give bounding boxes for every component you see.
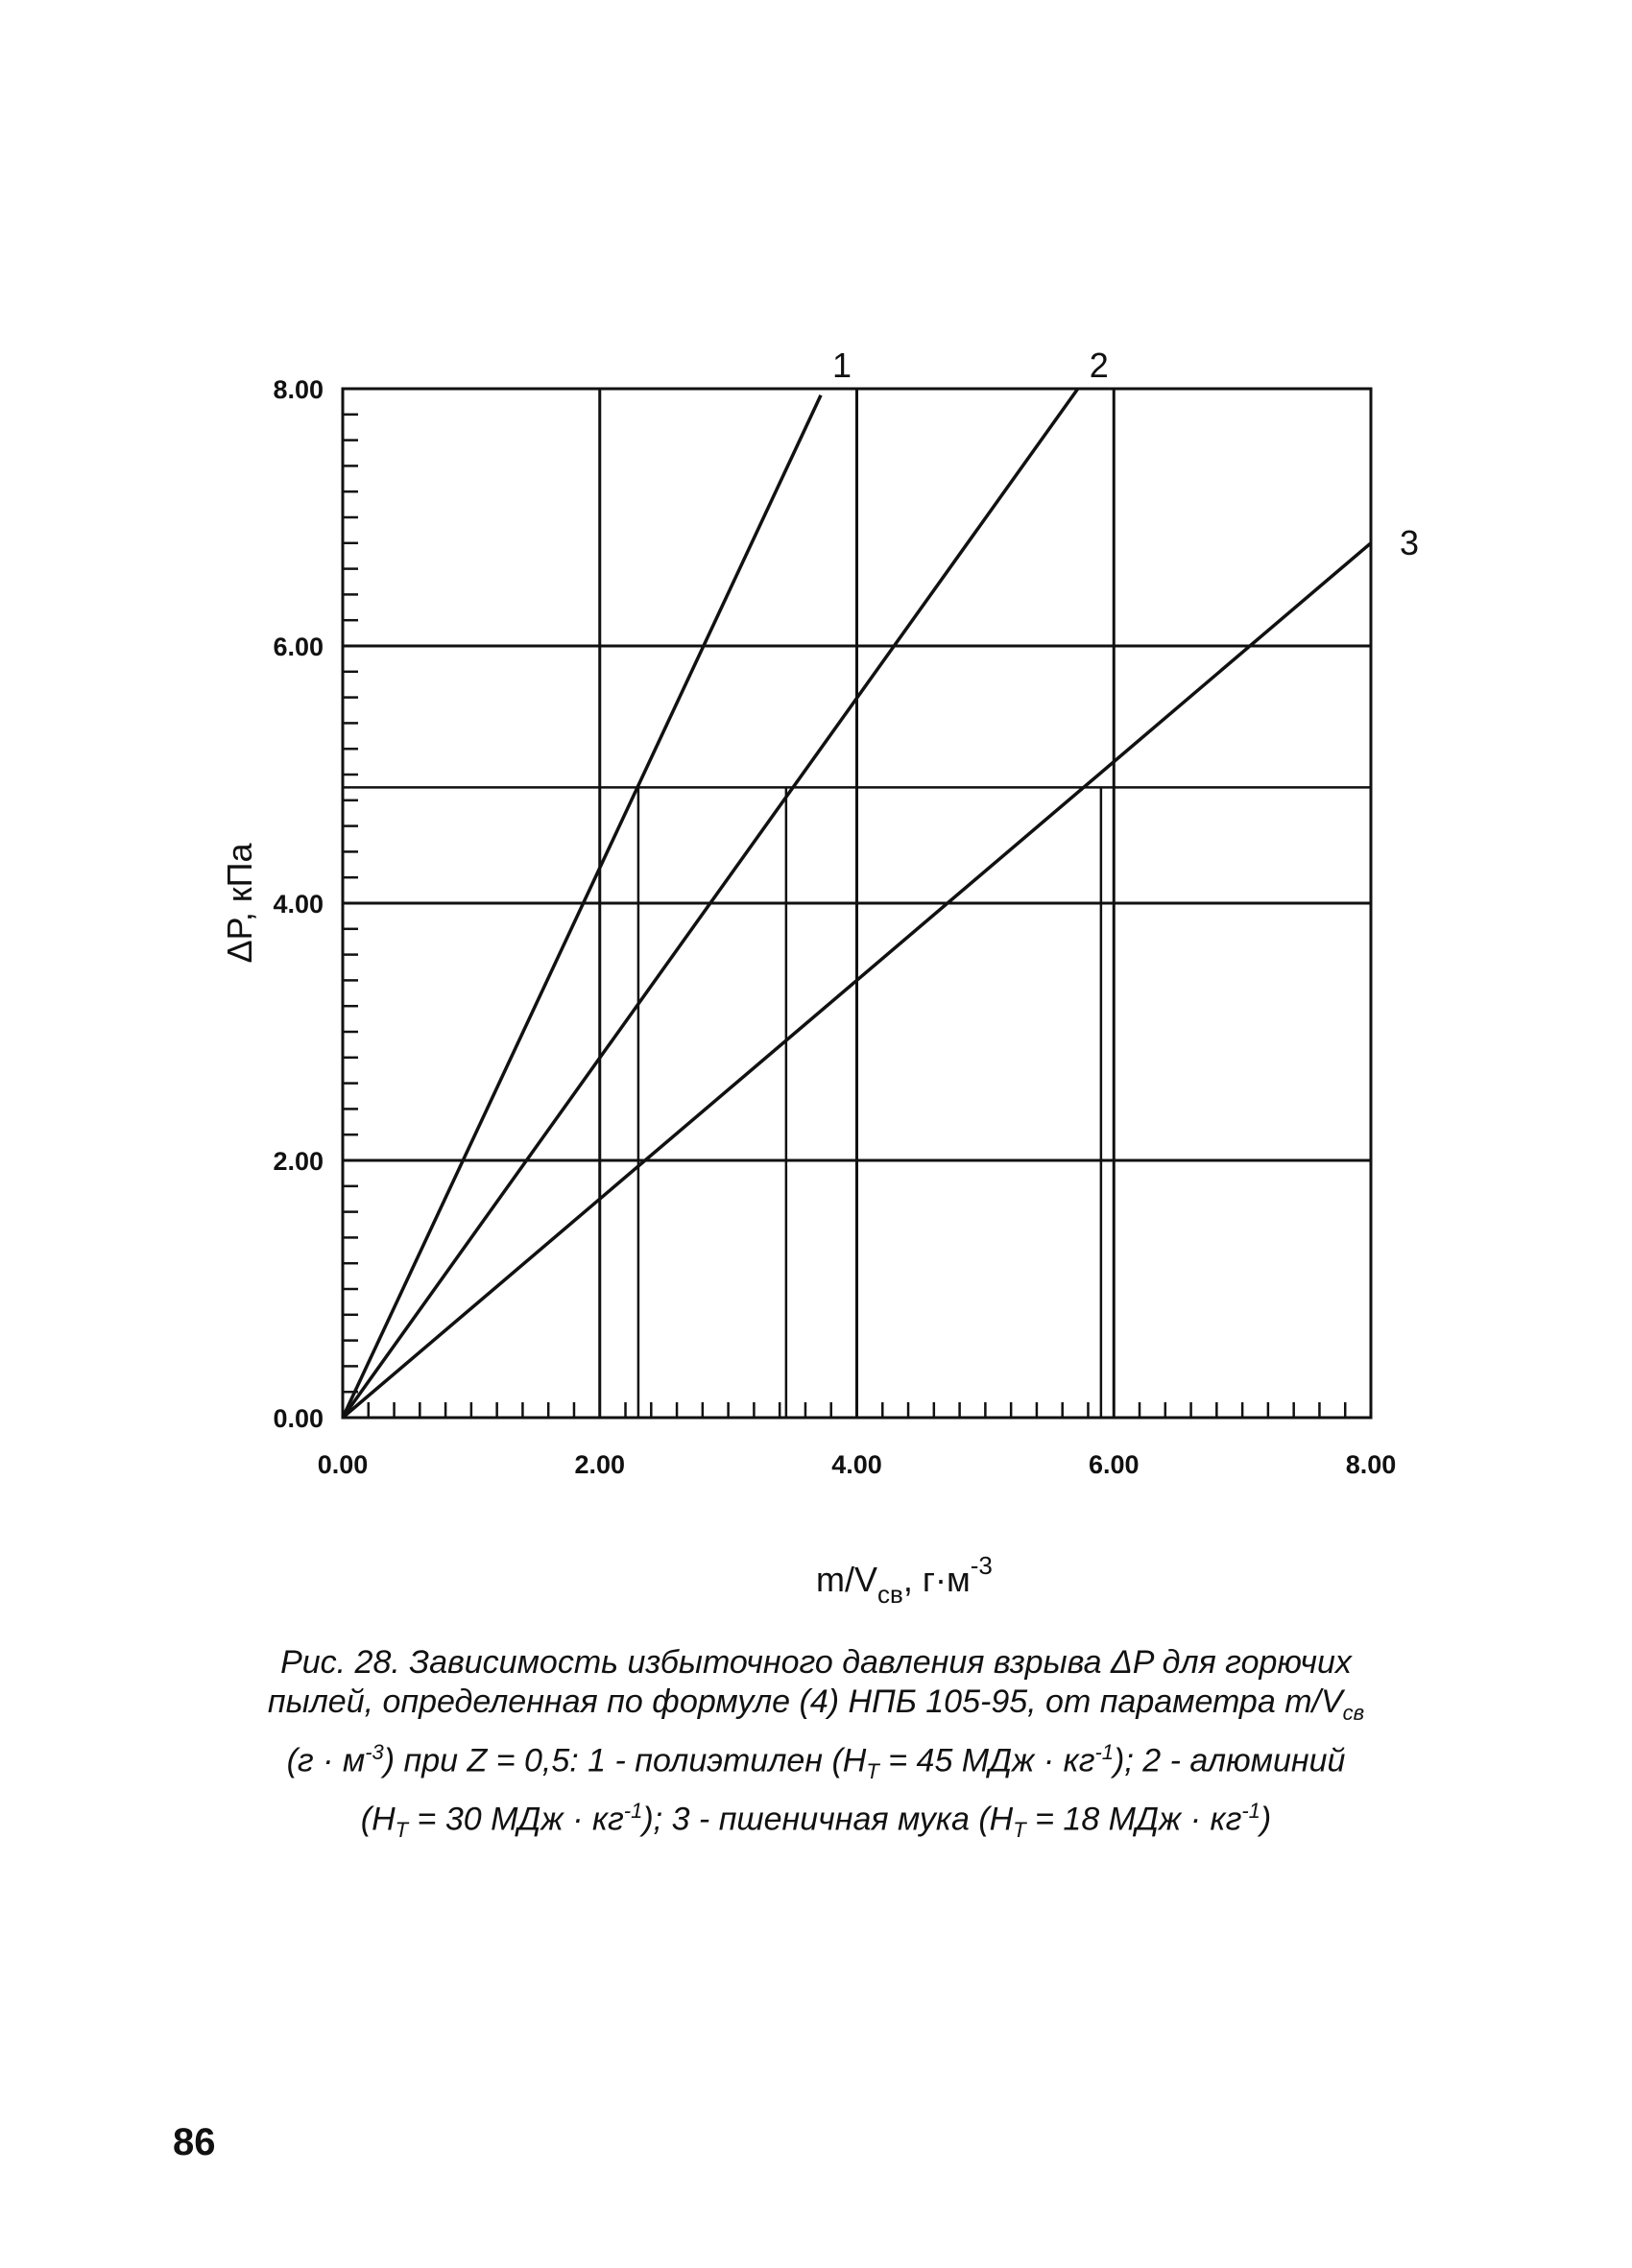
y-tick-label: 4.00 bbox=[273, 890, 324, 919]
caption-segment: Рис. 28. Зависимость избыточного давления взрыва ΔP для горючих bbox=[280, 1644, 1352, 1681]
series-label: 2 bbox=[1089, 346, 1109, 385]
x-tick-label: 8.00 bbox=[1345, 1450, 1397, 1479]
x-tick-label: 4.00 bbox=[831, 1450, 882, 1479]
caption-line bbox=[192, 1791, 1440, 1850]
caption-segment: -3 bbox=[365, 1739, 384, 1764]
x-axis-label-main: m/V bbox=[816, 1560, 878, 1599]
caption-segment: ); 3 - пшеничная мука (H bbox=[642, 1801, 1014, 1838]
y-tick-label: 0.00 bbox=[273, 1404, 324, 1433]
series-line-1 bbox=[343, 395, 821, 1418]
caption-segment: ) при Z = 0,5: 1 - полиэтилен (H bbox=[383, 1742, 867, 1779]
caption-segment: св bbox=[1342, 1700, 1365, 1725]
series-label: 3 bbox=[1400, 522, 1420, 562]
caption-segment: ) bbox=[1260, 1801, 1272, 1838]
caption-segment: T bbox=[395, 1818, 409, 1843]
caption-segment: ); 2 - алюминий bbox=[1114, 1742, 1346, 1779]
caption-segment: пылей, определенная по формуле (4) НПБ 105-95, от параметра m/V bbox=[267, 1683, 1343, 1720]
caption-segment: = 30 МДж · кг bbox=[408, 1801, 624, 1838]
y-tick-label: 6.00 bbox=[273, 633, 324, 661]
x-axis-label-unit: , г·м bbox=[902, 1560, 971, 1599]
series-labels bbox=[832, 346, 1419, 562]
axis-ticks bbox=[343, 415, 1345, 1418]
y-tick-label: 2.00 bbox=[273, 1147, 324, 1176]
page-number: 86 bbox=[173, 2121, 216, 2163]
caption-segment: -1 bbox=[623, 1798, 643, 1823]
caption-segment: -1 bbox=[1094, 1739, 1115, 1764]
y-axis-label: ΔP, кПа bbox=[220, 843, 259, 964]
caption-segment: (г · м bbox=[286, 1742, 366, 1779]
caption-segment: = 45 МДж · кг bbox=[878, 1742, 1095, 1779]
y-tick-labels bbox=[273, 375, 324, 1433]
x-axis-label-sub: св bbox=[877, 1580, 903, 1609]
caption-segment: (H bbox=[360, 1801, 396, 1838]
x-tick-label: 0.00 bbox=[317, 1450, 369, 1479]
caption-segment: T bbox=[866, 1758, 879, 1783]
x-tick-labels bbox=[318, 1450, 1397, 1479]
caption-line bbox=[192, 1643, 1440, 1683]
x-axis-label bbox=[816, 1551, 993, 1609]
grid-lines bbox=[343, 389, 1371, 1418]
caption-line bbox=[192, 1732, 1440, 1791]
caption-segment: = 18 МДж · кг bbox=[1025, 1801, 1242, 1838]
x-tick-label: 2.00 bbox=[574, 1450, 626, 1479]
x-tick-label: 6.00 bbox=[1088, 1450, 1140, 1479]
caption-segment: -1 bbox=[1241, 1798, 1260, 1823]
x-axis-label-sup: -3 bbox=[970, 1551, 993, 1580]
caption-segment: T bbox=[1013, 1818, 1026, 1843]
caption-line bbox=[192, 1683, 1440, 1732]
figure-caption bbox=[192, 1643, 1440, 1850]
y-tick-label: 8.00 bbox=[273, 375, 324, 404]
series-label: 1 bbox=[832, 346, 852, 385]
